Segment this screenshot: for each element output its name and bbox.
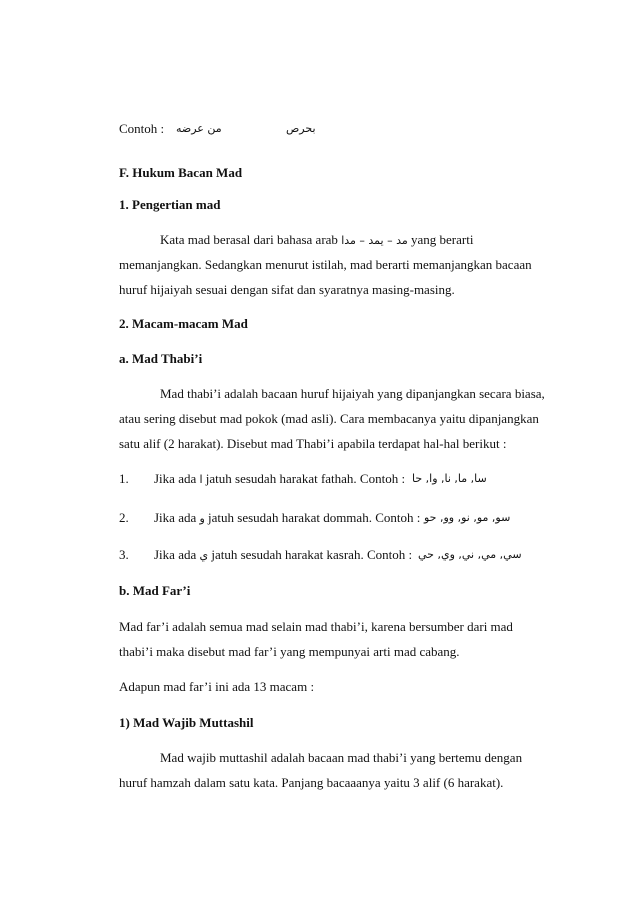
list-item-text bbox=[154, 510, 420, 527]
paragraph-line: atau sering disebut mad pokok (mad asli). Cara membacanya yaitu dipanjangkan bbox=[119, 411, 539, 426]
list-item bbox=[119, 547, 129, 563]
paragraph-line: thabi’i maka disebut mad far’i yang mempunyai arti mad cabang. bbox=[119, 644, 460, 659]
list-item bbox=[119, 471, 129, 487]
contoh-arabic-2: بحرص bbox=[286, 122, 316, 135]
arabic-letter: ي bbox=[199, 549, 209, 562]
contoh-label: Contoh : bbox=[119, 121, 165, 136]
paragraph-line: satu alif (2 harakat). Disebut mad Thabi’i apabila terdapat hal-hal berikut : bbox=[119, 436, 507, 451]
heading-macam-macam-mad: 2. Macam-macam Mad bbox=[119, 316, 248, 331]
heading-hukum-bacaan-mad: F. Hukum Bacan Mad bbox=[119, 165, 243, 180]
text-segment: jatuh sesudah harakat kasrah. Contoh : bbox=[211, 547, 413, 562]
list-number: 1. bbox=[119, 471, 129, 486]
list-number: 3. bbox=[119, 547, 129, 562]
contoh-arabic-1: من عرضه bbox=[176, 122, 222, 135]
paragraph-line: Mad wajib muttashil adalah bacaan mad thabi’i yang bertemu dengan bbox=[160, 750, 523, 765]
list-item bbox=[119, 510, 129, 526]
paragraph-line: Adapun mad far’i ini ada 13 macam : bbox=[119, 679, 315, 694]
heading-mad-thabii: a. Mad Thabi’i bbox=[119, 351, 203, 366]
paragraph-line: huruf hijaiyah sesuai dengan sifat dan syaratnya masing-masing. bbox=[119, 282, 455, 297]
paragraph-line: huruf hamzah dalam satu kata. Panjang bacaaanya yaitu 3 alif (6 harakat). bbox=[119, 775, 504, 790]
text-segment: Kata mad berasal dari bahasa arab bbox=[160, 232, 338, 247]
paragraph-line bbox=[160, 232, 473, 249]
list-item-arabic-example: سي, مي, ني, وي, حي bbox=[418, 548, 522, 561]
heading-pengertian-mad: 1. Pengertian mad bbox=[119, 197, 221, 212]
text-segment: yang berarti bbox=[411, 232, 474, 247]
list-item-arabic-example: سا, ما, نا, وا, حا bbox=[412, 472, 487, 485]
contoh-line bbox=[119, 121, 164, 137]
heading-mad-fari: b. Mad Far’i bbox=[119, 583, 191, 598]
list-number: 2. bbox=[119, 510, 129, 525]
list-item-text bbox=[154, 547, 412, 564]
text-segment: jatuh sesudah harakat dommah. Contoh : bbox=[208, 510, 421, 525]
text-segment: Jika ada bbox=[154, 471, 197, 486]
list-item-text bbox=[154, 471, 405, 488]
heading-mad-wajib-muttashil: 1) Mad Wajib Muttashil bbox=[119, 715, 254, 730]
paragraph-line: Mad far’i adalah semua mad selain mad thabi’i, karena bersumber dari mad bbox=[119, 619, 513, 634]
arabic-letter: ا bbox=[199, 473, 203, 486]
paragraph-line: Mad thabi’i adalah bacaan huruf hijaiyah yang dipanjangkan secara biasa, bbox=[160, 386, 545, 401]
text-segment: jatuh sesudah harakat fathah. Contoh : bbox=[205, 471, 406, 486]
text-segment: Jika ada bbox=[154, 547, 197, 562]
arabic-letter: و bbox=[199, 512, 205, 525]
list-item-arabic-example: سو, مو, نو, وو, حو bbox=[424, 511, 511, 524]
text-segment: Jika ada bbox=[154, 510, 197, 525]
paragraph-line: memanjangkan. Sedangkan menurut istilah, mad berarti memanjangkan bacaan bbox=[119, 257, 532, 272]
arabic-text: مد – يمد – مدا bbox=[341, 234, 408, 247]
